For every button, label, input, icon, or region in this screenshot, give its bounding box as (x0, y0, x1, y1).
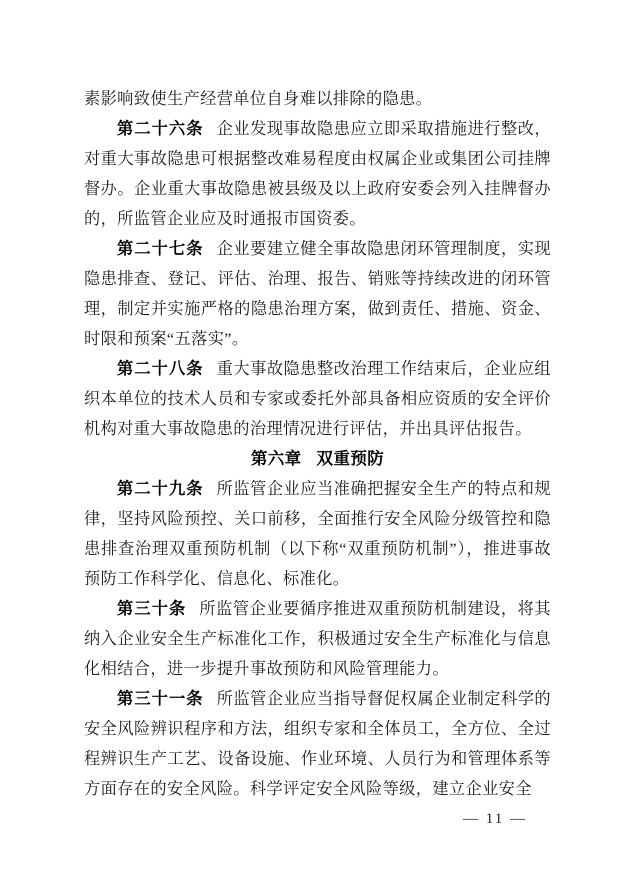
article-31-number: 第三十一条 (117, 690, 204, 708)
article-30-paragraph (84, 594, 551, 684)
article-28-text: 重大事故隐患整改治理工作结束后，企业应组织本单位的技术人员和专家或委托外部具备相应资质的安全评价机构对重大事故隐患的治理情况进行评估，并出具评估报告。 (84, 360, 552, 438)
article-26-paragraph (84, 114, 551, 234)
article-26-text: 企业发现事故隐患应立即采取措施进行整改，对重大事故隐患可根据整改难易程度由权属企业或集团公司挂牌督办。企业重大事故隐患被县级及以上政府安委会列入挂牌督办的，所监管企业应及时通报市国资委。 (84, 120, 552, 228)
article-29-text: 所监管企业应当准确把握安全生产的特点和规律，坚持风险预控、关口前移，全面推行安全风险分级管控和隐患排查治理双重预防机制（以下称“双重预防机制”），推进事故预防工作科学化、信息化、标准化。 (84, 480, 552, 588)
chapter-number: 第六章 (250, 450, 302, 468)
paragraph-continuation: 素影响致使生产经营单位自身难以排除的隐患。 (84, 90, 433, 108)
article-30-text: 所监管企业要循序推进双重预防机制建设，将其纳入企业安全生产标准化工作，积极通过安全生产标准化与信息化相结合，进一步提升事故预防和风险管理能力。 (84, 600, 551, 678)
article-26-number: 第二十六条 (117, 120, 204, 138)
article-27-number: 第二十七条 (117, 240, 204, 258)
article-31-text: 所监管企业应当指导督促权属企业制定科学的安全风险辨识程序和方法，组织专家和全体员工，全方位、全过程辨识生产工艺、设备设施、作业环境、人员行为和管理体系等方面存在的安全风险。科学评定安全风险等级，建立企业安全 (84, 690, 552, 798)
article-28-number: 第二十八条 (117, 360, 204, 378)
chapter-heading (84, 444, 551, 474)
article-27-text: 企业要建立健全事故隐患闭环管理制度，实现隐患排查、登记、评估、治理、报告、销账等持续改进的闭环管理，制定并实施严格的隐患治理方案，做到责任、措施、资金、时限和预案“五落实”。 (84, 240, 552, 348)
article-29-number: 第二十九条 (117, 480, 204, 498)
article-30-number: 第三十条 (117, 600, 187, 618)
chapter-title: 双重预防 (316, 450, 385, 468)
page-number: — 11 — (463, 811, 527, 827)
article-27-paragraph (84, 234, 551, 354)
article-29-paragraph (84, 474, 551, 594)
document-content (84, 84, 551, 804)
article-31-paragraph (84, 684, 551, 804)
article-28-paragraph (84, 354, 551, 444)
